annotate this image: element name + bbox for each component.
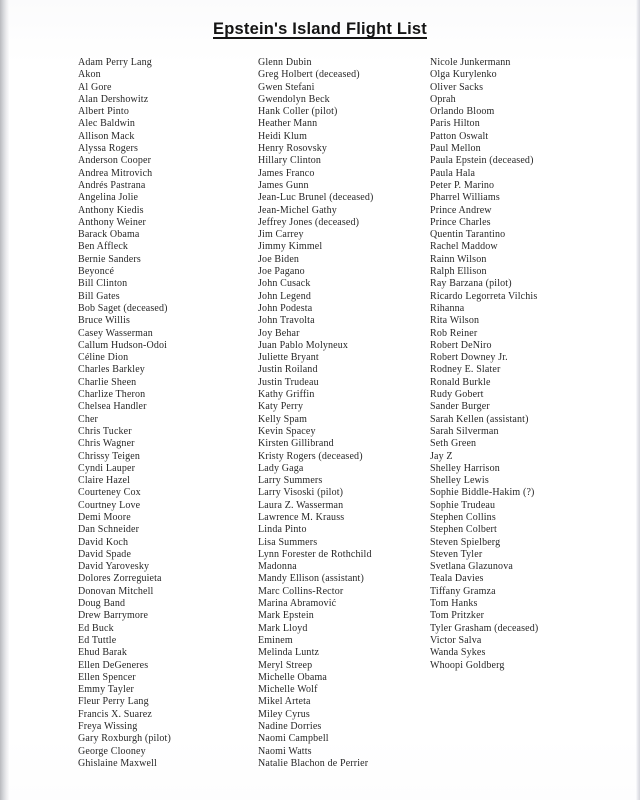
- list-item: Quentin Tarantino: [430, 229, 506, 241]
- list-item: Chrissy Teigen: [78, 450, 141, 462]
- list-item: Patton Oswalt: [430, 130, 489, 142]
- list-item: Bill Gates: [78, 290, 120, 302]
- list-item: Natalie Blachon de Perrier: [258, 757, 369, 769]
- list-item: Tom Pritzker: [430, 610, 485, 622]
- list-item: Claire Hazel: [78, 475, 131, 487]
- list-item: John Legend: [258, 290, 312, 302]
- list-item: Lynn Forester de Rothchild: [258, 548, 372, 560]
- list-item: Rihanna: [430, 302, 465, 314]
- list-item: Courteney Cox: [78, 487, 141, 499]
- list-item: Ed Buck: [78, 622, 114, 634]
- list-item: Meryl Streep: [258, 659, 313, 671]
- list-item: Céline Dion: [78, 352, 129, 364]
- list-item: Sarah Silverman: [430, 425, 499, 437]
- list-item: Naomi Watts: [258, 745, 312, 757]
- list-item: Ellen DeGeneres: [78, 659, 149, 671]
- list-item: Glenn Dubin: [258, 57, 312, 68]
- list-item: Nicole Junkermann: [430, 57, 511, 68]
- list-item: Shelley Harrison: [430, 462, 500, 474]
- list-item: Juan Pablo Molyneux: [258, 339, 349, 351]
- list-item: Doug Band: [78, 598, 126, 610]
- list-item: Miley Cyrus: [258, 708, 310, 720]
- list-item: Allison Mack: [78, 130, 135, 142]
- list-item: Jay Z: [430, 450, 453, 462]
- list-item: Akon: [78, 69, 101, 81]
- list-item: Jean-Luc Brunel (deceased): [258, 192, 374, 204]
- list-item: Heather Mann: [258, 118, 318, 130]
- name-column-2: [258, 57, 430, 770]
- list-item: Gwen Stefani: [258, 81, 315, 93]
- list-item: James Franco: [258, 167, 315, 179]
- list-item: Ed Tuttle: [78, 634, 117, 646]
- list-item: Adam Perry Lang: [78, 57, 152, 68]
- list-item: Emmy Tayler: [78, 684, 135, 696]
- list-item: Tyler Grasham (deceased): [430, 622, 539, 634]
- list-item: Chris Tucker: [78, 425, 132, 437]
- list-item: Fleur Perry Lang: [78, 696, 149, 708]
- photo-edge-right: [636, 0, 640, 800]
- list-item: Svetlana Glazunova: [430, 561, 513, 573]
- list-item: Justin Roiland: [258, 364, 318, 376]
- name-column-1: [78, 57, 258, 770]
- list-item: Ralph Ellison: [430, 266, 487, 278]
- list-item: Rudy Gobert: [430, 389, 484, 401]
- list-item: Paula Hala: [430, 167, 476, 179]
- list-item: Linda Pinto: [258, 524, 307, 536]
- list-item: John Podesta: [258, 302, 313, 314]
- name-column-3: [430, 57, 618, 672]
- list-item: Francis X. Suarez: [78, 708, 152, 720]
- list-item: Jim Carrey: [258, 229, 304, 241]
- list-item: Tom Hanks: [430, 598, 478, 610]
- list-item: Barack Obama: [78, 229, 140, 241]
- list-item: Bernie Sanders: [78, 253, 141, 265]
- list-item: Angelina Jolie: [78, 192, 139, 204]
- list-item: Chelsea Handler: [78, 401, 147, 413]
- list-item: Demi Moore: [78, 511, 131, 523]
- list-item: James Gunn: [258, 179, 309, 191]
- list-item: Teala Davies: [430, 573, 484, 585]
- list-item: Kevin Spacey: [258, 425, 316, 437]
- list-item: George Clooney: [78, 745, 146, 757]
- list-item: Bill Clinton: [78, 278, 128, 290]
- list-item: Mandy Ellison (assistant): [258, 573, 364, 585]
- list-item: Marina Abramović: [258, 598, 337, 610]
- list-item: Robert DeNiro: [430, 339, 492, 351]
- list-item: Cyndi Lauper: [78, 462, 136, 474]
- list-item: David Koch: [78, 536, 129, 548]
- list-item: Andrea Mitrovich: [78, 167, 153, 179]
- list-item: Joy Behar: [258, 327, 300, 339]
- list-item: Melinda Luntz: [258, 647, 320, 659]
- list-item: Paris Hilton: [430, 118, 480, 130]
- list-item: Sophie Trudeau: [430, 499, 496, 511]
- list-item: Lisa Summers: [258, 536, 318, 548]
- list-item: Rachel Maddow: [430, 241, 498, 253]
- list-item: Lady Gaga: [258, 462, 304, 474]
- list-item: Cher: [78, 413, 99, 425]
- list-item: Courtney Love: [78, 499, 141, 511]
- list-item: Alec Baldwin: [78, 118, 136, 130]
- list-item: Stephen Colbert: [430, 524, 497, 536]
- list-item: Joe Pagano: [258, 266, 305, 278]
- list-item: Dolores Zorreguieta: [78, 573, 162, 585]
- list-item: John Travolta: [258, 315, 315, 327]
- list-item: Hank Coller (pilot): [258, 106, 338, 118]
- list-item: Albert Pinto: [78, 106, 129, 118]
- list-item: Alan Dershowitz: [78, 93, 149, 105]
- list-item: Sander Burger: [430, 401, 490, 413]
- list-item: Gary Roxburgh (pilot): [78, 733, 171, 745]
- list-item: Kirsten Gillibrand: [258, 438, 334, 450]
- list-item: Mark Lloyd: [258, 622, 308, 634]
- list-item: Paula Epstein (deceased): [430, 155, 534, 167]
- list-item: Gwendolyn Beck: [258, 93, 330, 105]
- list-item: Ehud Barak: [78, 647, 127, 659]
- list-item: Ben Affleck: [78, 241, 129, 253]
- photo-edge-left: [0, 0, 9, 800]
- list-item: Rainn Wilson: [430, 253, 487, 265]
- list-item: Larry Visoski (pilot): [258, 487, 344, 499]
- list-item: Donovan Mitchell: [78, 585, 154, 597]
- list-item: Oliver Sacks: [430, 81, 484, 93]
- list-item: Seth Green: [430, 438, 477, 450]
- list-item: Ronald Burkle: [430, 376, 491, 388]
- list-item: Madonna: [258, 561, 297, 573]
- list-item: Rita Wilson: [430, 315, 480, 327]
- list-item: Andrés Pastrana: [78, 179, 146, 191]
- list-item: Bruce Willis: [78, 315, 131, 327]
- list-item: Olga Kurylenko: [430, 69, 497, 81]
- list-item: Wanda Sykes: [430, 647, 486, 659]
- list-item: Pharrel Williams: [430, 192, 500, 204]
- list-item: Jeffrey Jones (deceased): [258, 216, 360, 228]
- list-item: Chris Wagner: [78, 438, 135, 450]
- list-item: Stephen Collins: [430, 511, 496, 523]
- list-item: Kristy Rogers (deceased): [258, 450, 363, 462]
- list-item: Henry Rosovsky: [258, 143, 328, 155]
- list-item: Victor Salva: [430, 634, 482, 646]
- list-item: Anthony Kiedis: [78, 204, 144, 216]
- list-item: Ghislaine Maxwell: [78, 757, 157, 769]
- list-item: Ricardo Legorreta Vilchis: [430, 290, 538, 302]
- list-item: Charles Barkley: [78, 364, 145, 376]
- list-item: Michelle Wolf: [258, 684, 318, 696]
- list-item: Charlize Theron: [78, 389, 146, 401]
- list-item: Anderson Cooper: [78, 155, 152, 167]
- list-item: Callum Hudson-Odoi: [78, 339, 168, 351]
- list-item: Naomi Campbell: [258, 733, 329, 745]
- list-item: Ray Barzana (pilot): [430, 278, 512, 290]
- list-item: Steven Tyler: [430, 548, 483, 560]
- list-item: Anthony Weiner: [78, 216, 147, 228]
- list-item: Whoopi Goldberg: [430, 659, 505, 671]
- list-item: Beyoncé: [78, 266, 115, 278]
- list-item: Rodney E. Slater: [430, 364, 501, 376]
- list-item: Laura Z. Wasserman: [258, 499, 344, 511]
- list-item: Oprah: [430, 93, 456, 105]
- list-item: Heidi Klum: [258, 130, 307, 142]
- list-item: Paul Mellon: [430, 143, 481, 155]
- list-item: Juliette Bryant: [258, 352, 319, 364]
- list-item: Jimmy Kimmel: [258, 241, 323, 253]
- list-item: Alyssa Rogers: [78, 143, 139, 155]
- list-item: Kelly Spam: [258, 413, 307, 425]
- list-item: Rob Reiner: [430, 327, 478, 339]
- list-item: Freya Wissing: [78, 721, 138, 733]
- list-item: Dan Schneider: [78, 524, 140, 536]
- list-item: Justin Trudeau: [258, 376, 319, 388]
- list-item: Larry Summers: [258, 475, 323, 487]
- list-item: Steven Spielberg: [430, 536, 501, 548]
- list-item: Jean-Michel Gathy: [258, 204, 337, 216]
- list-item: David Spade: [78, 548, 132, 560]
- list-item: Bob Saget (deceased): [78, 302, 168, 314]
- list-item: Prince Andrew: [430, 204, 492, 216]
- list-item: Marc Collins-Rector: [258, 585, 344, 597]
- list-item: Michelle Obama: [258, 671, 328, 683]
- list-item: Shelley Lewis: [430, 475, 489, 487]
- list-item: Robert Downey Jr.: [430, 352, 508, 364]
- list-item: Mikel Arteta: [258, 696, 311, 708]
- list-item: Hillary Clinton: [258, 155, 322, 167]
- list-item: Nadine Dorries: [258, 721, 322, 733]
- name-columns: [78, 57, 618, 770]
- list-item: Sarah Kellen (assistant): [430, 413, 529, 425]
- list-item: David Yarovesky: [78, 561, 150, 573]
- list-item: Joe Biden: [258, 253, 300, 265]
- list-item: Al Gore: [78, 81, 112, 93]
- list-item: Greg Holbert (deceased): [258, 69, 360, 81]
- list-item: Tiffany Gramza: [430, 585, 496, 597]
- list-item: Prince Charles: [430, 216, 491, 228]
- list-item: Peter P. Marino: [430, 179, 495, 191]
- list-item: Casey Wasserman: [78, 327, 153, 339]
- list-item: Ellen Spencer: [78, 671, 136, 683]
- list-item: Katy Perry: [258, 401, 304, 413]
- list-item: Mark Epstein: [258, 610, 314, 622]
- list-item: Charlie Sheen: [78, 376, 137, 388]
- list-item: John Cusack: [258, 278, 311, 290]
- list-item: Lawrence M. Krauss: [258, 511, 345, 523]
- list-item: Drew Barrymore: [78, 610, 149, 622]
- page-title: Epstein's Island Flight List: [213, 20, 427, 38]
- list-item: Kathy Griffin: [258, 389, 315, 401]
- list-item: Eminem: [258, 634, 293, 646]
- list-item: Orlando Bloom: [430, 106, 495, 118]
- list-item: Sophie Biddle-Hakim (?): [430, 487, 535, 499]
